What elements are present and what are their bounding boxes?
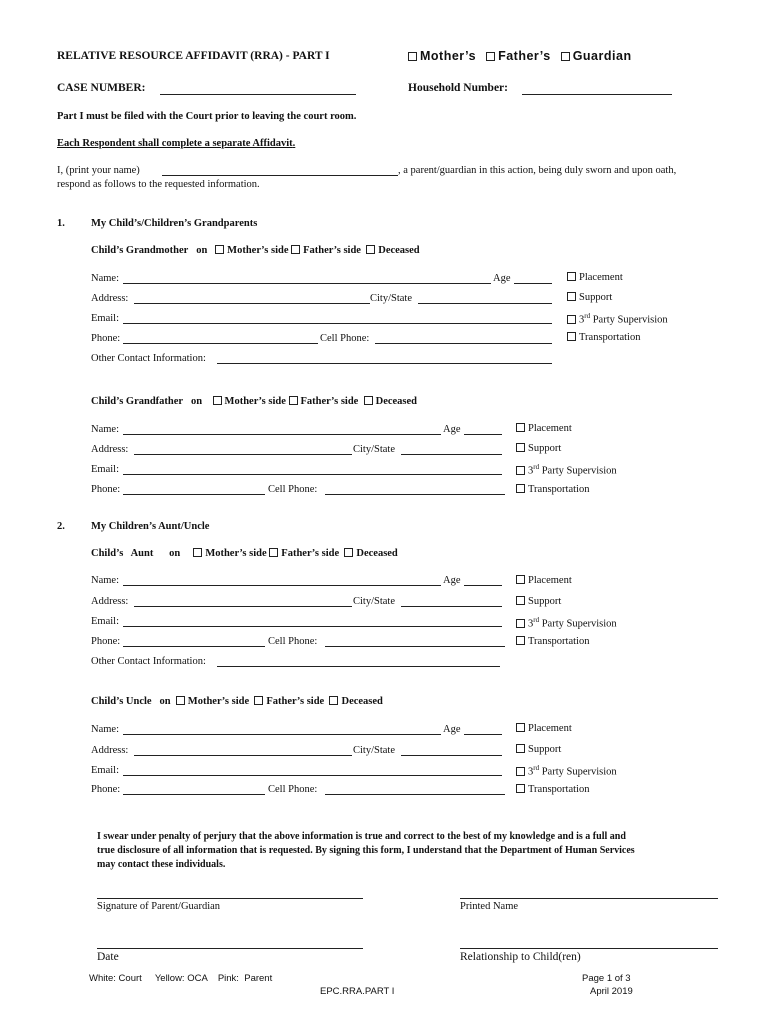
service-option: Transportation	[516, 636, 589, 647]
field-label: Age	[443, 424, 461, 435]
footer-date: April 2019	[590, 986, 633, 997]
uncle-deceased-checkbox[interactable]	[329, 696, 338, 705]
aunt-heading: Child’s Aunt on Mother’s side Father’s side Deceased	[91, 548, 398, 559]
service-option: Placement	[516, 575, 572, 586]
field-label: Other Contact Information:	[91, 656, 206, 667]
service-option: Transportation	[516, 484, 589, 495]
service-option: 3rd Party Supervision	[516, 616, 617, 630]
signature-line[interactable]	[97, 898, 363, 899]
oath-start: I, (print your name)	[57, 165, 140, 176]
grandmother-support-checkbox[interactable]	[567, 292, 576, 301]
grandmother-email-field[interactable]	[123, 323, 552, 324]
printed-name-label: Printed Name	[460, 901, 519, 912]
field-label: Email:	[91, 313, 119, 324]
field-label: Address:	[91, 293, 129, 304]
field-label: Cell Phone:	[268, 636, 318, 647]
fathers-checkbox[interactable]	[486, 52, 495, 61]
field-label: Age	[493, 273, 511, 284]
aunt-placement-checkbox[interactable]	[516, 575, 525, 584]
aunt-support-checkbox[interactable]	[516, 596, 525, 605]
grandfather-name-field[interactable]	[123, 434, 441, 435]
grandfather-age-field[interactable]	[464, 434, 502, 435]
grandfather-deceased-checkbox[interactable]	[364, 396, 373, 405]
field-label: Cell Phone:	[320, 333, 370, 344]
grandmother-name-field[interactable]	[123, 283, 491, 284]
field-label: City/State	[370, 293, 412, 304]
field-label: Name:	[91, 273, 119, 284]
uncle-address-field[interactable]	[134, 755, 352, 756]
grandmother-other-contact-field[interactable]	[217, 363, 552, 364]
case-number-field[interactable]	[160, 94, 356, 95]
aunt-supervision-checkbox[interactable]	[516, 619, 525, 628]
field-label: City/State	[353, 745, 395, 756]
uncle-supervision-checkbox[interactable]	[516, 767, 525, 776]
grandfather-email-field[interactable]	[123, 474, 502, 475]
field-label: Phone:	[91, 333, 121, 344]
form-title: RELATIVE RESOURCE AFFIDAVIT (RRA) - PART I	[57, 50, 330, 62]
grandfather-address-field[interactable]	[134, 454, 352, 455]
uncle-cell-field[interactable]	[325, 794, 505, 795]
oath-line-3: may contact these individuals.	[97, 859, 226, 870]
grandmother-fathers-side-checkbox[interactable]	[291, 245, 300, 254]
footer-copies: White: Court Yellow: OCA Pink: Parent	[89, 973, 273, 984]
field-label: Email:	[91, 616, 119, 627]
signature-label: Signature of Parent/Guardian	[97, 901, 221, 912]
uncle-name-field[interactable]	[123, 734, 441, 735]
oath-end: , a parent/guardian in this action, being duly sworn and upon oath,	[398, 165, 677, 176]
grandmother-transportation-checkbox[interactable]	[567, 332, 576, 341]
grandmother-placement-checkbox[interactable]	[567, 272, 576, 281]
service-option: 3rd Party Supervision	[516, 764, 617, 778]
field-label: Phone:	[91, 784, 121, 795]
aunt-phone-field[interactable]	[123, 646, 265, 647]
field-label: Other Contact Information:	[91, 353, 206, 364]
aunt-age-field[interactable]	[464, 585, 502, 586]
service-option: Placement	[516, 723, 572, 734]
aunt-transportation-checkbox[interactable]	[516, 636, 525, 645]
grandfather-supervision-checkbox[interactable]	[516, 466, 525, 475]
field-label: Age	[443, 724, 461, 735]
oath-line-2: true disclosure of all information that is requested. By signing this form, I understand that the Department of Human Services	[97, 845, 635, 856]
field-label: Address:	[91, 444, 129, 455]
grandfather-mothers-side-checkbox[interactable]	[213, 396, 222, 405]
uncle-transportation-checkbox[interactable]	[516, 784, 525, 793]
section1-title: My Child’s/Children’s Grandparents	[91, 218, 258, 229]
field-label: Address:	[91, 745, 129, 756]
uncle-support-checkbox[interactable]	[516, 744, 525, 753]
service-option: Support	[567, 292, 612, 303]
grandmother-supervision-checkbox[interactable]	[567, 315, 576, 324]
aunt-mothers-side-checkbox[interactable]	[193, 548, 202, 557]
grandfather-city-field[interactable]	[401, 454, 502, 455]
grandmother-phone-field[interactable]	[123, 343, 318, 344]
uncle-city-field[interactable]	[401, 755, 502, 756]
household-number-label: Household Number:	[408, 82, 508, 94]
aunt-cell-field[interactable]	[325, 646, 505, 647]
relationship-line[interactable]	[460, 948, 718, 949]
grandmother-city-field[interactable]	[418, 303, 552, 304]
guardian-checkbox[interactable]	[561, 52, 570, 61]
case-number-label: CASE NUMBER:	[57, 82, 146, 94]
field-label: Cell Phone:	[268, 784, 318, 795]
aunt-name-field[interactable]	[123, 585, 441, 586]
role-options: Mother’s Father’s Guardian	[408, 49, 632, 63]
grandmother-cell-field[interactable]	[375, 343, 552, 344]
field-label: Name:	[91, 424, 119, 435]
aunt-address-field[interactable]	[134, 606, 352, 607]
field-label: Address:	[91, 596, 129, 607]
service-option: Transportation	[567, 332, 640, 343]
section2-number: 2.	[57, 521, 65, 532]
grandfather-phone-field[interactable]	[123, 494, 265, 495]
field-label: Name:	[91, 575, 119, 586]
field-label: Email:	[91, 464, 119, 475]
aunt-deceased-checkbox[interactable]	[344, 548, 353, 557]
grandfather-transportation-checkbox[interactable]	[516, 484, 525, 493]
grandfather-support-checkbox[interactable]	[516, 443, 525, 452]
grandmother-address-field[interactable]	[134, 303, 370, 304]
section2-title: My Children’s Aunt/Uncle	[91, 521, 210, 532]
field-label: Phone:	[91, 636, 121, 647]
field-label: City/State	[353, 596, 395, 607]
footer-form-code: EPC.RRA.PART I	[320, 986, 395, 997]
field-label: Age	[443, 575, 461, 586]
uncle-fathers-side-checkbox[interactable]	[254, 696, 263, 705]
aunt-city-field[interactable]	[401, 606, 502, 607]
service-option: 3rd Party Supervision	[516, 463, 617, 477]
print-name-field[interactable]	[162, 175, 398, 176]
grandmother-deceased-checkbox[interactable]	[366, 245, 375, 254]
grandmother-age-field[interactable]	[514, 283, 552, 284]
footer-page: Page 1 of 3	[582, 973, 631, 984]
field-label: Email:	[91, 765, 119, 776]
household-number-field[interactable]	[522, 94, 672, 95]
field-label: Name:	[91, 724, 119, 735]
aunt-email-field[interactable]	[123, 626, 502, 627]
filing-note: Part I must be filed with the Court prior to leaving the court room.	[57, 111, 357, 122]
aunt-fathers-side-checkbox[interactable]	[269, 548, 278, 557]
field-label: Phone:	[91, 484, 121, 495]
service-option: Placement	[516, 423, 572, 434]
service-option: Support	[516, 596, 561, 607]
field-label: Cell Phone:	[268, 484, 318, 495]
uncle-placement-checkbox[interactable]	[516, 723, 525, 732]
section1-number: 1.	[57, 218, 65, 229]
uncle-age-field[interactable]	[464, 734, 502, 735]
service-option: Placement	[567, 272, 623, 283]
grandfather-heading: Child’s Grandfather on Mother’s side Father’s side Deceased	[91, 396, 418, 407]
service-option: 3rd Party Supervision	[567, 312, 668, 326]
uncle-email-field[interactable]	[123, 775, 502, 776]
printed-name-line[interactable]	[460, 898, 718, 899]
date-line[interactable]	[97, 948, 363, 949]
date-label: Date	[97, 951, 119, 963]
grandfather-fathers-side-checkbox[interactable]	[289, 396, 298, 405]
uncle-phone-field[interactable]	[123, 794, 265, 795]
uncle-mothers-side-checkbox[interactable]	[176, 696, 185, 705]
respondent-note: Each Respondent shall complete a separate Affidavit.	[57, 138, 296, 149]
service-option: Support	[516, 744, 561, 755]
uncle-heading: Child’s Uncle on Mother’s side Father’s side Deceased	[91, 696, 383, 707]
field-label: City/State	[353, 444, 395, 455]
grandfather-placement-checkbox[interactable]	[516, 423, 525, 432]
oath-line2: respond as follows to the requested information.	[57, 179, 260, 190]
mothers-checkbox[interactable]	[408, 52, 417, 61]
grandmother-heading: Child’s Grandmother on Mother’s side Father’s side Deceased	[91, 245, 420, 256]
grandmother-mothers-side-checkbox[interactable]	[215, 245, 224, 254]
aunt-other-contact-field[interactable]	[217, 666, 500, 667]
service-option: Support	[516, 443, 561, 454]
oath-line-1: I swear under penalty of perjury that the above information is true and correct to the best of my knowledge and is a full and	[97, 831, 626, 842]
service-option: Transportation	[516, 784, 589, 795]
relationship-label: Relationship to Child(ren)	[460, 951, 581, 963]
grandfather-cell-field[interactable]	[325, 494, 505, 495]
